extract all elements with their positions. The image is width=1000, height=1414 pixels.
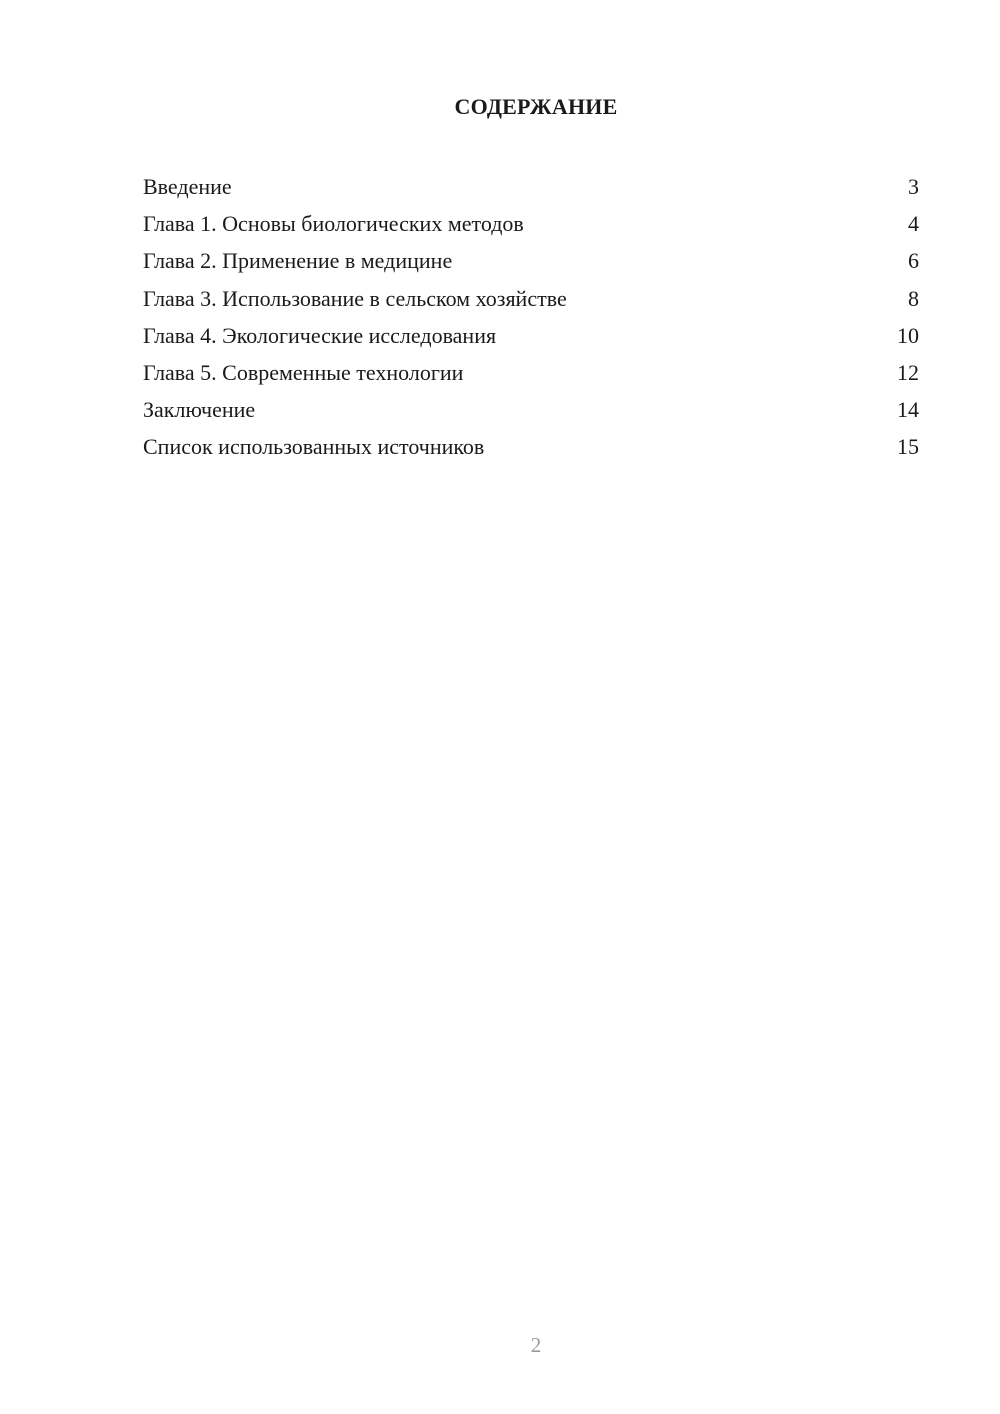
toc-entry-page: 12 [897, 359, 919, 385]
toc-entry-label: Введение [143, 174, 232, 199]
toc-entry-label: Заключение [143, 397, 256, 423]
toc-entry-conclusion [143, 391, 919, 428]
toc-entry-chapter-5 [143, 354, 919, 391]
toc-entry-chapter-3 [143, 280, 919, 317]
toc-entry-page: 10 [897, 322, 919, 348]
toc-entry-page: 6 [908, 248, 919, 274]
toc-entry-page: 14 [897, 397, 919, 423]
toc-entry-chapter-1 [143, 205, 919, 242]
toc-entry-label: Список использованных источников [143, 434, 485, 460]
toc-entry-label: Глава 1. Основы биологических методов [143, 211, 524, 237]
page-number: 2 [530, 1333, 542, 1357]
toc-entry-references [143, 428, 919, 465]
toc-entry-label: Глава 4. Экологические исследования [143, 322, 497, 348]
toc-entry-page: 8 [908, 285, 919, 311]
toc-entry-page: 4 [908, 211, 919, 237]
toc-entry-label: Глава 5. Современные технологии [143, 359, 464, 385]
toc-entry-introduction [143, 168, 919, 205]
toc-entry-chapter-2 [143, 242, 919, 279]
toc-entry-label: Глава 2. Применение в медицине [143, 248, 453, 274]
toc-entry-chapter-4 [143, 317, 919, 354]
toc-entry-page: 15 [897, 434, 919, 460]
toc-title: СОДЕРЖАНИЕ [454, 94, 618, 119]
table-of-contents [143, 168, 919, 466]
toc-entry-page: 3 [908, 174, 919, 199]
toc-entry-label: Глава 3. Использование в сельском хозяйстве [143, 285, 567, 311]
